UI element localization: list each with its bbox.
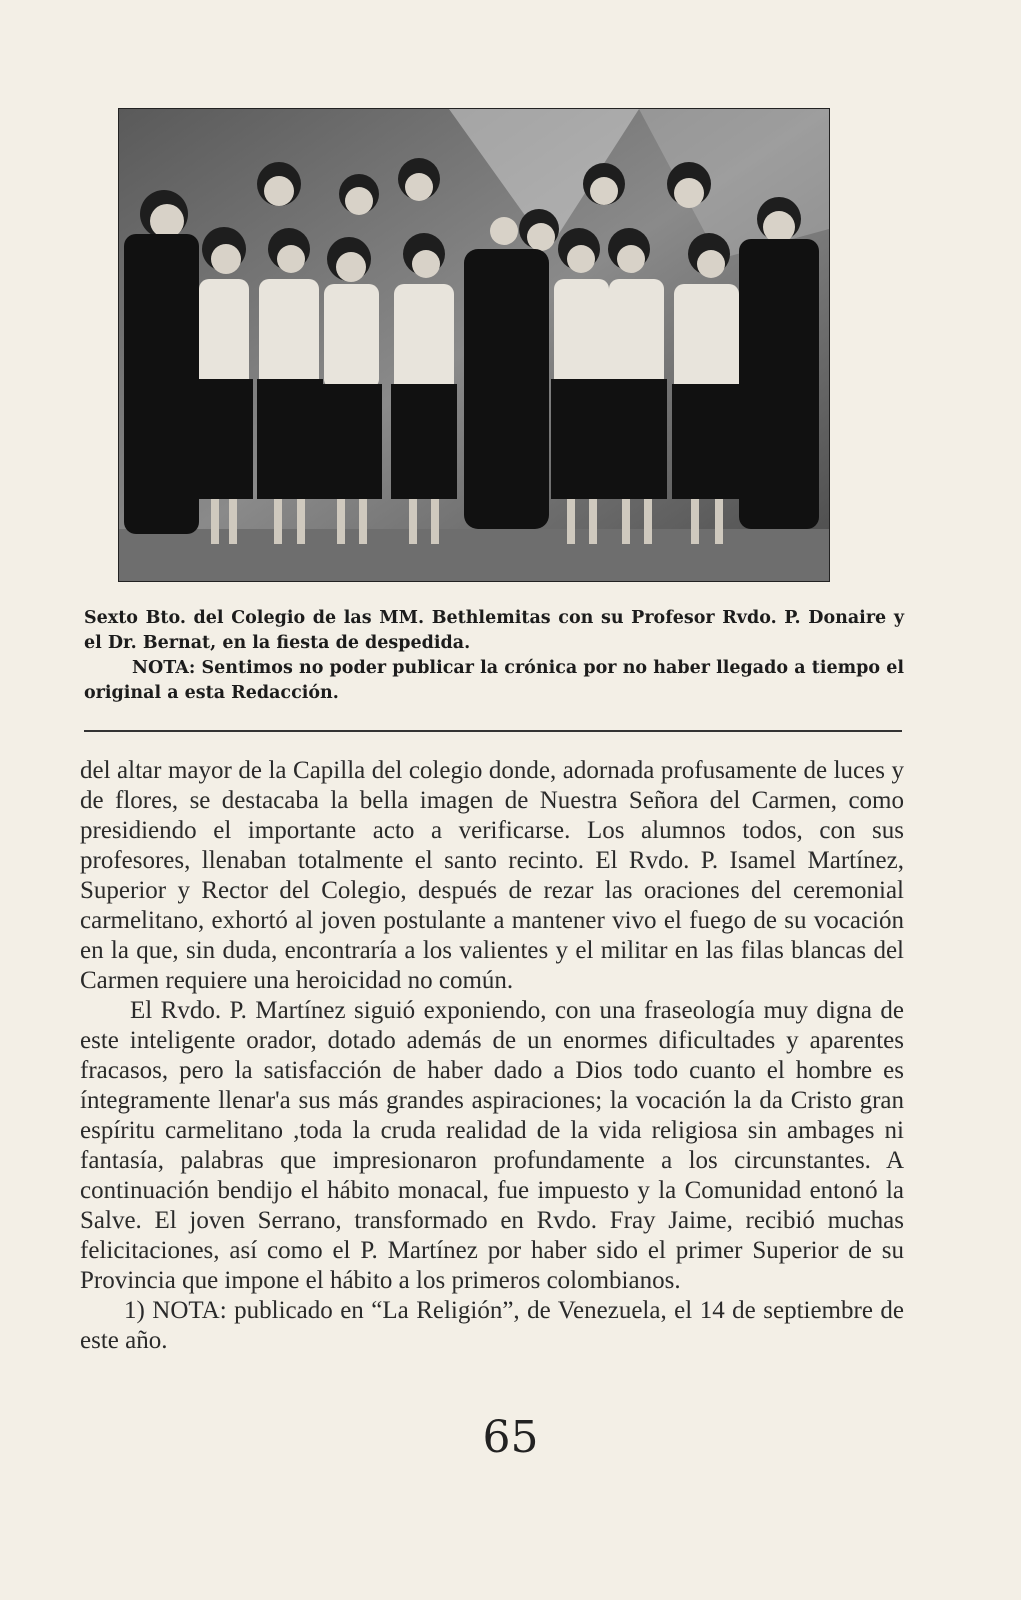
divider-rule xyxy=(84,730,902,732)
footnote: 1) NOTA: publicado en “La Religión”, de Venezuela, el 14 de septiembre de este año. xyxy=(80,1297,904,1354)
caption-note: NOTA: Sentimos no poder publicar la crónica por no haber llegado a tiempo el original a esta Redacción. xyxy=(84,658,904,703)
body-paragraph-1: del altar mayor de la Capilla del colegio donde, adornada profusamente de luces y de flores, se destacaba la bella imagen de Nuestra Señora del Carmen, como presidiendo el importante acto a verificarse. Los alumnos todos, con sus profesores, llenaban totalmente el santo recinto. El Rvdo. P. Isamel Martínez, Superior y Rector del Colegio, después de rezar las oraciones del ceremonial carmelitano, exhortó al joven postulante a mantener vivo el fuego de su vocación en la que, sin duda, encontraría a los valientes y el militar en las filas blancas del Carmen requiere una heroicidad no común. xyxy=(80,757,904,994)
photo-caption xyxy=(84,606,904,706)
group-photo-image xyxy=(119,109,829,581)
group-photograph xyxy=(118,108,830,582)
page-number: 65 xyxy=(482,1412,539,1463)
article-body xyxy=(80,756,904,1356)
body-paragraph-2: El Rvdo. P. Martínez siguió exponiendo, con una fraseología muy digna de este inteligente orador, dotado además de un enormes dificultades y aparentes fracasos, pero la satisfacción de haber dado a Dios todo cuanto el hombre es íntegramente llenar'a sus más grandes aspiraciones; la vocación la da Cristo gran espíritu carmelitano ,toda la cruda realidad de la vida religiosa sin ambages ni fantasía, palabras que impresionaron profundamente a los circunstantes. A continuación bendijo el hábito monacal, fue impuesto y la Comunidad entonó la Salve. El joven Serrano, transformado en Rvdo. Fray Jaime, recibió muchas felicitaciones, así como el P. Martínez por haber sido el primer Superior de su Provincia que impone el hábito a los primeros colombianos. xyxy=(80,997,904,1294)
caption-text: Sexto Bto. del Colegio de las MM. Bethlemitas con su Profesor Rvdo. P. Donaire y el Dr. Bernat, en la fiesta de despedida. xyxy=(84,608,904,653)
